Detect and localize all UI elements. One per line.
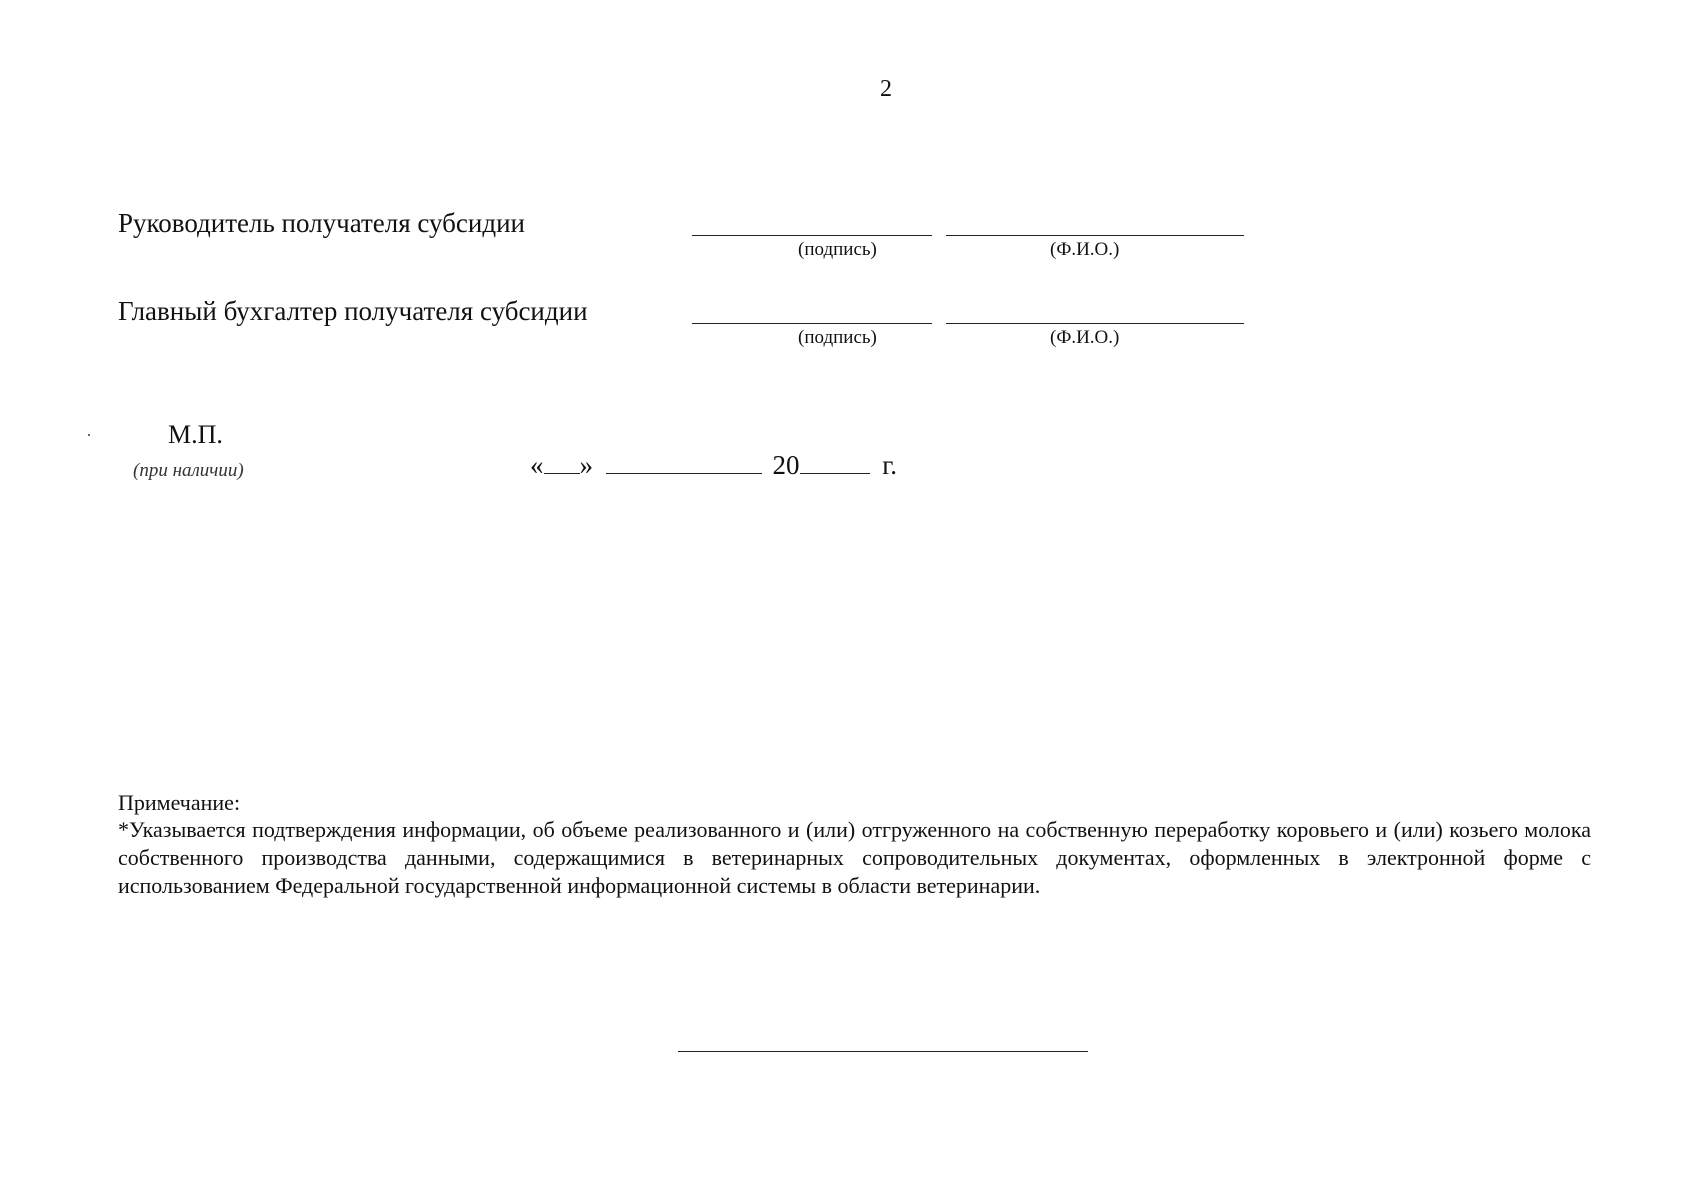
- note-heading: Примечание:: [118, 790, 241, 815]
- month-blank: [606, 453, 762, 474]
- year-prefix: 20: [772, 450, 800, 480]
- closing-rule: [678, 1051, 1088, 1052]
- date-field: [530, 450, 897, 481]
- stamp-label: М.П.: [168, 420, 223, 449]
- accountant-signature-caption: (подпись): [798, 327, 877, 348]
- head-signature-caption: (подпись): [798, 239, 877, 260]
- head-name-line: [946, 235, 1244, 236]
- head-name-caption: (Ф.И.О.): [1050, 239, 1120, 260]
- head-signature-line: [692, 235, 932, 236]
- accountant-name-caption: (Ф.И.О.): [1050, 327, 1120, 348]
- year-blank: [800, 453, 870, 474]
- accountant-name-line: [946, 323, 1244, 324]
- page-number: 2: [880, 76, 892, 102]
- date-open-quote: «: [530, 450, 544, 480]
- head-of-recipient-label: Руководитель получателя субсидии: [118, 208, 525, 238]
- scan-speck: [88, 434, 90, 436]
- date-close-quote: »: [579, 450, 593, 480]
- day-blank: [544, 453, 580, 474]
- accountant-signature-line: [692, 323, 932, 324]
- note-text: *Указывается подтверждения информации, об объеме реализованного и (или) отгруженного на собственную переработку коровьего и (или) козьего молока собственного производства данными, содержащимися в ветеринарных сопроводительных документах, оформленных в электронной форме с использованием Федеральной государственной информационной системы в области ветеринарии.: [118, 817, 1591, 898]
- year-suffix: г.: [882, 450, 898, 480]
- chief-accountant-label: Главный бухгалтер получателя субсидии: [118, 296, 588, 326]
- stamp-note: (при наличии): [133, 460, 244, 481]
